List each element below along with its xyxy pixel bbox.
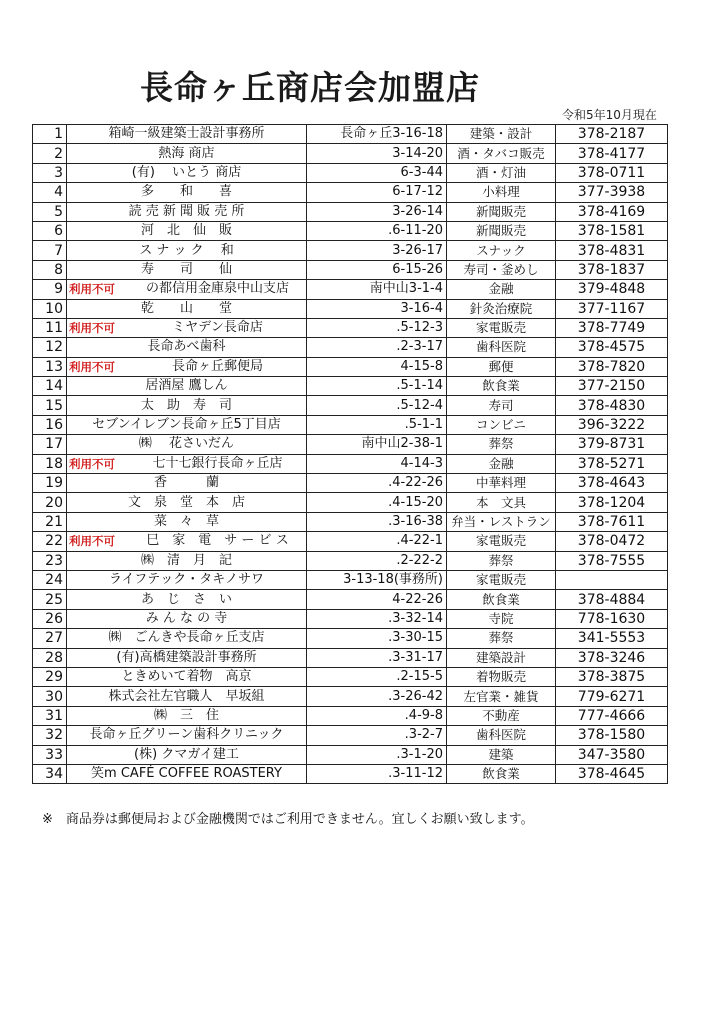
store-business-type: 金融	[488, 281, 514, 297]
table-row	[33, 454, 668, 473]
store-number: 14	[45, 378, 63, 395]
store-number: 18	[45, 455, 63, 472]
store-business-type: 酒・灯油	[475, 164, 526, 180]
store-name: 巳 家 電 サ ー ビ ス	[146, 533, 289, 549]
table-row	[33, 221, 668, 240]
store-number: 13	[45, 358, 63, 375]
unavailable-badge: 利用不可	[69, 359, 115, 374]
store-phone: 378-4830	[577, 397, 646, 414]
store-number: 32	[45, 727, 63, 744]
store-phone: 396-3222	[577, 417, 646, 434]
table-row	[33, 415, 668, 434]
store-business-type: 新聞販売	[475, 223, 526, 239]
store-address: .6-11-20	[388, 223, 443, 239]
store-phone: 777-4666	[577, 707, 646, 724]
as-of-date: 令和5年10月現在	[562, 108, 657, 122]
table-row	[33, 260, 668, 279]
store-number: 10	[45, 300, 63, 317]
store-number: 31	[45, 707, 63, 724]
store-address: 6-3-44	[400, 164, 443, 180]
store-number: 5	[54, 203, 63, 220]
store-business-type: 葬祭	[488, 630, 514, 646]
store-phone: 378-2187	[577, 126, 646, 143]
store-name: 株式会社左官職人 早坂組	[108, 688, 265, 704]
member-store-table	[32, 124, 668, 784]
store-address: .3-32-14	[388, 610, 443, 626]
store-name: (有)高橋建築設計事務所	[116, 649, 257, 665]
store-phone: 778-1630	[577, 610, 646, 627]
store-name: セブンイレブン長命ヶ丘5丁目店	[92, 417, 281, 433]
table-row	[33, 318, 668, 337]
store-business-type: 寿司	[488, 397, 514, 413]
store-number: 1	[54, 126, 63, 143]
store-business-type: 金融	[488, 455, 514, 471]
table-row	[33, 512, 668, 531]
store-address: .4-9-8	[404, 707, 443, 723]
store-address: .3-11-12	[388, 766, 443, 782]
store-business-type: 歯科医院	[475, 727, 526, 743]
store-phone: 377-2150	[577, 378, 646, 395]
store-business-type: 中華料理	[475, 475, 526, 491]
store-business-type: 葬祭	[488, 552, 514, 568]
store-number: 33	[45, 746, 63, 763]
table-row	[33, 629, 668, 648]
unavailable-badge: 利用不可	[69, 534, 115, 549]
store-number: 22	[45, 533, 63, 550]
store-number: 25	[45, 591, 63, 608]
store-phone: 378-5271	[577, 455, 646, 472]
page-title: 長命ヶ丘商店会加盟店	[140, 68, 480, 107]
table-row	[33, 183, 668, 202]
store-phone: 378-4177	[577, 145, 646, 162]
store-business-type: 酒・タバコ販売	[457, 145, 545, 161]
store-phone: 378-7820	[577, 358, 646, 375]
store-business-type: 寿司・釜めし	[463, 261, 539, 277]
store-number: 21	[45, 514, 63, 530]
store-name: 箱崎一級建築士設計事務所	[108, 126, 265, 142]
store-address: .2-22-2	[396, 552, 443, 568]
store-business-type: 本 文具	[475, 494, 526, 510]
store-name: 熱海 商店	[158, 145, 215, 161]
table-row	[33, 493, 668, 512]
store-address: .2-3-17	[396, 339, 443, 355]
store-phone: 379-4848	[577, 281, 646, 298]
store-number: 12	[45, 339, 63, 356]
store-number: 27	[45, 630, 63, 647]
table-row	[33, 532, 668, 551]
store-name: 読 売 新 聞 販 売 所	[128, 203, 245, 219]
store-name: 長命あべ歯科	[147, 339, 226, 355]
store-number: 7	[54, 242, 63, 259]
store-address: .2-15-5	[396, 669, 443, 685]
store-phone: 378-0711	[577, 164, 646, 181]
store-number: 4	[54, 184, 63, 201]
store-business-type: 家電販売	[475, 533, 526, 549]
store-number: 24	[45, 572, 63, 589]
table-row	[33, 280, 668, 299]
table-row	[33, 687, 668, 706]
store-phone: 378-4643	[577, 475, 646, 492]
store-name: の都信用金庫泉中山支店	[145, 281, 289, 297]
store-name: ㈱ 清 月 記	[140, 552, 232, 568]
table-row	[33, 764, 668, 783]
table-row	[33, 144, 668, 163]
store-name: ㈱ ごんきや長命ヶ丘支店	[108, 630, 265, 646]
unavailable-badge: 利用不可	[69, 456, 115, 471]
store-business-type: 着物販売	[475, 669, 526, 685]
store-address: 4-22-26	[392, 591, 443, 607]
store-business-type: 建築・設計	[469, 126, 533, 142]
store-address: 4-15-8	[400, 358, 443, 374]
store-business-type: 歯科医院	[475, 339, 526, 355]
table-row	[33, 745, 668, 764]
store-number: 16	[45, 417, 63, 434]
store-phone: 378-0472	[577, 533, 646, 550]
store-name: 多 和 喜	[140, 184, 232, 200]
store-address: .3-2-7	[404, 727, 443, 743]
store-name: ス ナ ッ ク 和	[139, 242, 234, 258]
store-phone: 779-6271	[577, 688, 646, 705]
store-phone: 378-3246	[577, 649, 646, 666]
store-address: .5-1-1	[404, 417, 443, 433]
store-name: (有) いとう 商店	[131, 164, 242, 180]
table-row	[33, 474, 668, 493]
store-business-type: 家電販売	[475, 320, 526, 336]
store-address: .4-15-20	[388, 494, 443, 510]
table-row	[33, 338, 668, 357]
store-name: 長命ヶ丘郵便局	[171, 358, 263, 374]
table-row	[33, 435, 668, 454]
table-row	[33, 377, 668, 396]
store-address: .3-31-17	[388, 649, 443, 665]
store-address: 3-16-4	[400, 300, 443, 316]
store-phone: 379-8731	[577, 436, 646, 453]
store-name: あ じ さ い	[140, 591, 232, 607]
store-address: 南中山2-38-1	[361, 436, 443, 452]
store-number: 30	[45, 688, 63, 705]
store-phone: 378-4169	[577, 203, 646, 220]
store-business-type: 針灸治療院	[469, 300, 533, 316]
store-phone: 378-4884	[577, 591, 646, 608]
store-phone: 341-5553	[577, 630, 646, 647]
store-address: .3-30-15	[388, 630, 443, 646]
store-name: 太 助 寿 司	[140, 397, 232, 413]
table-row	[33, 667, 668, 686]
store-address: .3-1-20	[396, 746, 443, 762]
store-number: 3	[54, 164, 63, 181]
store-address: 長命ヶ丘3-16-18	[340, 126, 443, 142]
store-business-type: 建築設計	[475, 649, 526, 665]
store-number: 28	[45, 649, 63, 666]
store-name: ㈱ 花さいだん	[138, 436, 235, 452]
store-address: .4-22-1	[396, 533, 443, 549]
store-business-type: 郵便	[488, 358, 514, 374]
store-phone: 377-1167	[577, 300, 646, 317]
store-name: ときめいて着物 高京	[121, 669, 252, 685]
store-business-type: スナック	[476, 242, 526, 258]
unavailable-badge: 利用不可	[69, 320, 115, 335]
store-name: 寿 司 仙	[140, 261, 232, 277]
store-number: 26	[45, 610, 63, 627]
store-phone: 378-3875	[577, 669, 646, 686]
table-row	[33, 396, 668, 415]
store-address: 3-14-20	[392, 145, 443, 161]
store-phone: 378-1580	[577, 727, 646, 744]
store-phone: 378-7611	[577, 514, 646, 530]
store-phone: 378-4575	[577, 339, 646, 356]
table-row	[33, 125, 668, 144]
store-address: 3-26-17	[392, 242, 443, 258]
store-phone: 347-3580	[577, 746, 646, 763]
store-phone: 378-1581	[577, 223, 646, 240]
store-business-type: 飲食業	[482, 766, 520, 782]
store-address: 3-13-18(事務所)	[343, 572, 443, 588]
store-business-type: 小料理	[482, 184, 520, 200]
table-row	[33, 609, 668, 628]
store-name: 乾 山 堂	[140, 300, 232, 316]
store-name: ㈱ 三 住	[153, 707, 219, 723]
store-business-type: 新聞販売	[475, 203, 526, 219]
store-name: 文 泉 堂 本 店	[127, 494, 245, 510]
store-address: .5-12-4	[396, 397, 443, 413]
store-number: 11	[45, 320, 63, 337]
store-name: 七十七銀行長命ヶ丘店	[152, 455, 283, 471]
store-name: 河 北 仙 販	[140, 223, 232, 239]
unavailable-badge: 利用不可	[69, 282, 115, 297]
store-business-type: コンビニ	[475, 417, 526, 433]
store-address: 6-17-12	[392, 184, 443, 200]
store-address: 4-14-3	[400, 455, 443, 471]
store-address: .3-26-42	[388, 688, 443, 704]
store-phone: 378-1837	[577, 261, 646, 278]
store-name: 香 蘭	[153, 475, 219, 491]
store-number: 29	[45, 669, 63, 686]
store-address: 6-15-26	[392, 261, 443, 277]
store-number: 15	[45, 397, 63, 414]
store-name: 笑m CAFÉ COFFEE ROASTERY	[91, 766, 282, 782]
store-name: ミヤデン長命店	[172, 320, 263, 336]
store-number: 20	[45, 494, 63, 511]
member-store-rows	[33, 125, 668, 784]
store-address: 南中山3-1-4	[369, 281, 443, 297]
store-business-type: 飲食業	[482, 591, 520, 607]
store-number: 19	[45, 475, 63, 492]
store-name: 長命ヶ丘グリーン歯科クリニック	[89, 727, 284, 743]
table-row	[33, 163, 668, 182]
store-phone: 378-4831	[577, 242, 646, 259]
store-name: (株) クマガイ建工	[134, 746, 239, 762]
table-row	[33, 202, 668, 221]
store-business-type: 飲食業	[482, 378, 520, 394]
table-row	[33, 551, 668, 570]
store-business-type: 家電販売	[475, 572, 526, 588]
store-number: 34	[45, 766, 63, 783]
store-name: 菜 々 草	[153, 514, 219, 529]
store-business-type: 葬祭	[488, 436, 514, 452]
store-business-type: 弁当・レストラン	[451, 514, 551, 529]
store-business-type: 左官業・雑貨	[463, 688, 539, 704]
table-row	[33, 570, 668, 589]
store-address: .5-12-3	[396, 320, 443, 336]
table-row	[33, 706, 668, 725]
store-phone: 378-7749	[577, 320, 646, 337]
store-address: 3-26-14	[392, 203, 443, 219]
store-business-type: 建築	[488, 746, 514, 762]
table-row	[33, 241, 668, 260]
footer-note: ※ 商品券は郵便局および金融機関ではご利用できません。宜しくお願い致します。	[42, 812, 534, 827]
store-business-type: 寺院	[488, 610, 514, 626]
store-number: 17	[45, 436, 63, 453]
store-number: 6	[54, 223, 63, 240]
store-number: 2	[54, 145, 63, 162]
store-name: 居酒屋 鷹しん	[145, 378, 228, 394]
store-phone: 378-1204	[577, 494, 646, 511]
store-address: .5-1-14	[396, 378, 443, 394]
table-row	[33, 299, 668, 318]
store-name: み ん な の 寺	[145, 610, 228, 626]
table-row	[33, 357, 668, 376]
store-address: .4-22-26	[388, 475, 443, 491]
store-number: 8	[54, 261, 63, 278]
table-row	[33, 590, 668, 609]
table-row	[33, 726, 668, 745]
table-row	[33, 648, 668, 667]
store-phone: 378-7555	[577, 552, 646, 569]
store-phone: 378-4645	[577, 766, 646, 783]
store-address: .3-16-38	[388, 514, 443, 529]
store-number: 9	[54, 281, 63, 298]
store-number: 23	[45, 552, 63, 569]
store-phone: 377-3938	[577, 184, 646, 201]
store-business-type: 不動産	[482, 707, 520, 723]
store-name: ライフテック・タキノサワ	[109, 572, 264, 588]
